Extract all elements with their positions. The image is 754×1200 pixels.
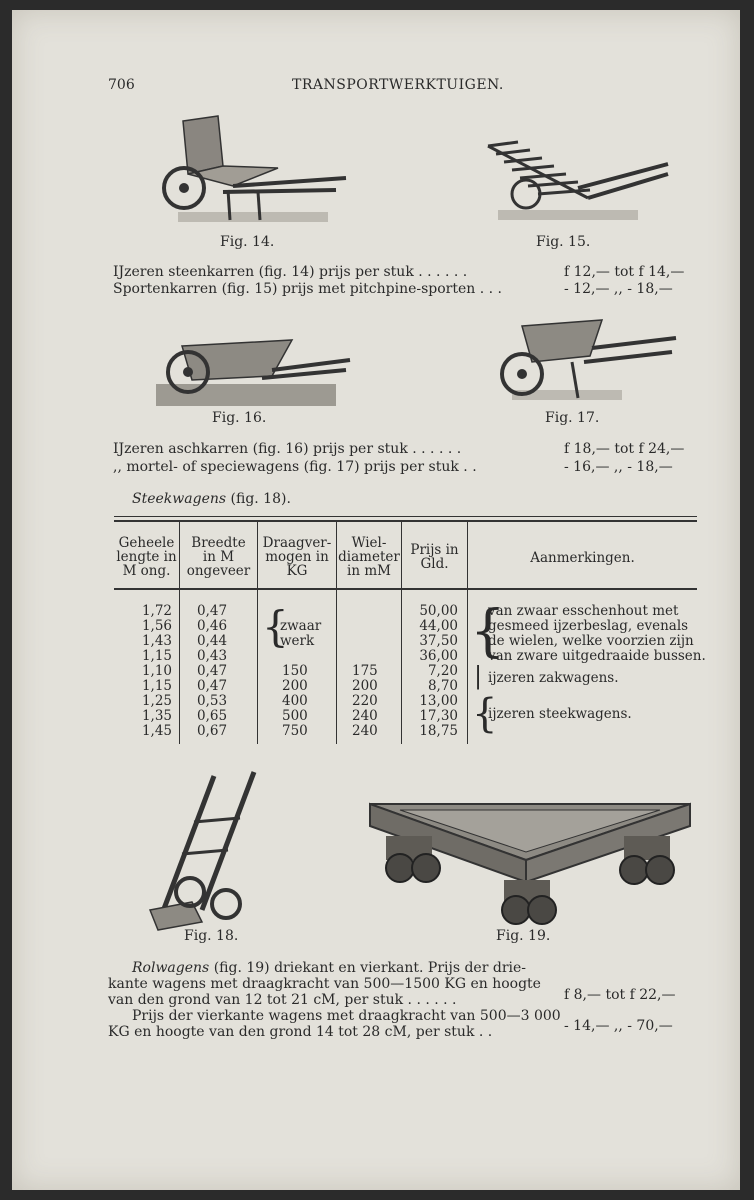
- rolwagens-price-2: - 14,— ,, - 70,—: [564, 1018, 673, 1034]
- fig-18-caption: Fig. 18.: [184, 928, 239, 944]
- price-line-14: IJzeren steenkarren (fig. 14) prijs per stuk . . . . . .: [113, 264, 468, 280]
- table-top-rule-2: [114, 520, 697, 522]
- fig-17-caption: Fig. 17.: [545, 410, 600, 426]
- table-header-remarks: Aanmerkingen.: [530, 550, 635, 566]
- table-header-rule: [114, 588, 697, 590]
- fig-16-caption: Fig. 16.: [212, 410, 267, 426]
- fig-15-caption: Fig. 15.: [536, 234, 591, 250]
- scanned-page: [12, 10, 740, 1190]
- column-price: 50,00 44,00 37,50 36,00 7,20 8,70 13,00 17,30 18,75: [419, 603, 458, 739]
- fig-18-illustration: [142, 762, 272, 932]
- rolwagens-line-1: [132, 960, 526, 976]
- remarks-brace-1: {: [470, 599, 506, 664]
- fig-16-illustration: [152, 324, 352, 410]
- remarks-group-3: ijzeren steekwagens.: [488, 706, 632, 722]
- rolwagens-term: Rolwagens: [132, 960, 210, 976]
- table-header-price: Prijs in Gld.: [410, 542, 459, 572]
- column-length: 1,72 1,56 1,43 1,15 1,10 1,15 1,25 1,35 1,45: [141, 603, 172, 739]
- price-line-16: IJzeren aschkarren (fig. 16) prijs per stuk . . . . . .: [113, 441, 462, 457]
- column-capacity: 150 200 400 500 750: [282, 663, 308, 739]
- section-heading-term: Steekwagens: [132, 491, 227, 507]
- remarks-brace-2: |: [474, 662, 483, 690]
- rolwagens-price-1: f 8,— tot f 22,—: [564, 987, 676, 1003]
- price-line-15-value: - 12,— ,, - 18,—: [564, 281, 673, 297]
- page-number: 706: [108, 77, 135, 93]
- table-top-rule-1: [114, 516, 697, 517]
- remarks-group-2: ijzeren zakwagens.: [488, 670, 619, 686]
- capacity-text: zwaar werk: [280, 618, 322, 649]
- price-line-17-value: - 16,— ,, - 18,—: [564, 459, 673, 475]
- table-header-width: Breedte in M ongeveer: [186, 535, 251, 579]
- rolwagens-line-1-text: (fig. 19) driekant en vierkant. Prijs der drie-: [213, 960, 527, 976]
- rolwagens-line-4: Prijs der vierkante wagens met draagkracht van 500—3 000: [132, 1008, 561, 1024]
- remarks-brace-3: {: [472, 691, 498, 737]
- page-title: TRANSPORTWERKTUIGEN.: [292, 77, 504, 93]
- fig-19-caption: Fig. 19.: [496, 928, 551, 944]
- remarks-group-1: van zwaar esschenhout met gesmeed ijzerbeslag, evenals de wielen, welke voorzien zijn van zware uitgedraaide bussen.: [488, 603, 706, 664]
- column-wheel-diameter: 175 200 220 240 240: [352, 663, 378, 739]
- rolwagens-line-5: KG en hoogte van den grond 14 tot 28 cM, per stuk . .: [108, 1024, 493, 1040]
- table-header-capacity: Draagver- mogen in KG: [262, 535, 332, 579]
- fig-14-illustration: [148, 106, 348, 228]
- table-header-wheel-diameter: Wiel- diameter in mM: [338, 535, 400, 579]
- capacity-brace: {: [262, 602, 289, 651]
- price-line-15: Sportenkarren (fig. 15) prijs met pitchpine-sporten . . .: [113, 281, 502, 297]
- rolwagens-line-2: kante wagens met draagkracht van 500—1500 KG en hoogte: [108, 976, 541, 992]
- fig-15-illustration: [478, 128, 674, 228]
- fig-19-illustration: [364, 796, 694, 926]
- table-header-length: Geheele lengte in M ong.: [116, 535, 177, 579]
- price-line-16-value: f 18,— tot f 24,—: [564, 441, 685, 457]
- section-heading-ref: (fig. 18).: [230, 491, 291, 507]
- fig-17-illustration: [482, 312, 678, 404]
- fig-14-caption: Fig. 14.: [220, 234, 275, 250]
- price-line-17: ,, mortel- of speciewagens (fig. 17) prijs per stuk . .: [113, 459, 477, 475]
- rolwagens-line-3: van den grond van 12 tot 21 cM, per stuk . . . . . .: [108, 992, 457, 1008]
- price-line-14-value: f 12,— tot f 14,—: [564, 264, 685, 280]
- column-width: 0,47 0,46 0,44 0,43 0,47 0,47 0,53 0,65 0,67: [197, 603, 228, 739]
- section-heading: [132, 491, 291, 507]
